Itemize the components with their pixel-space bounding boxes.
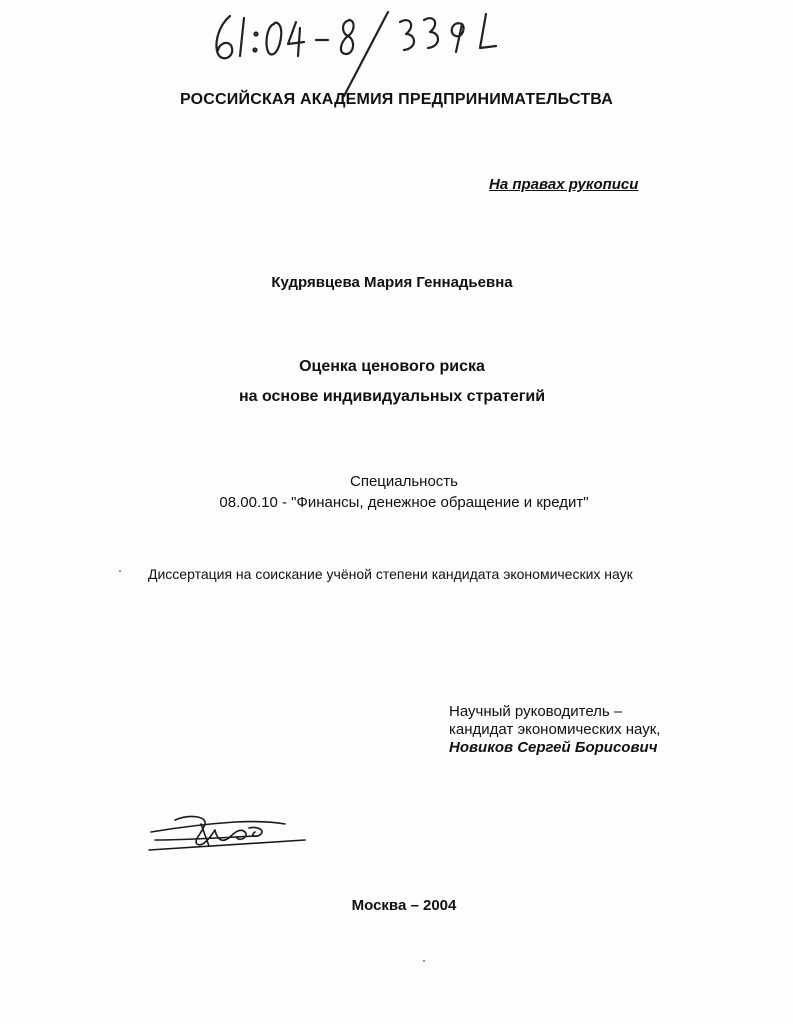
academy-name: РОССИЙСКАЯ АКАДЕМИЯ ПРЕДПРИНИМАТЕЛЬСТВА <box>179 91 614 108</box>
dissertation-title-line-2: на основе индивидуальных стратегий <box>238 388 546 405</box>
supervisor-name: Новиков Сергей Борисович <box>449 739 658 756</box>
author-name: Кудрявцева Мария Геннадьевна <box>271 274 513 291</box>
supervisor-role: Научный руководитель – <box>449 703 623 720</box>
scan-speck <box>119 570 121 572</box>
handwritten-archive-number <box>200 4 520 104</box>
specialty-label: Специальность <box>350 473 458 490</box>
dissertation-title-line-1: Оценка ценового риска <box>299 358 485 375</box>
city-year: Москва – 2004 <box>351 897 457 914</box>
manuscript-rights-note: На правах рукописи <box>489 176 639 193</box>
dissertation-statement: Диссертация на соискание учёной степени кандидата экономических наук <box>148 566 633 582</box>
signature-image <box>145 810 310 860</box>
specialty-value: 08.00.10 - "Финансы, денежное обращение и кредит" <box>219 494 589 511</box>
supervisor-degree: кандидат экономических наук, <box>449 721 661 738</box>
scan-speck <box>423 960 425 962</box>
